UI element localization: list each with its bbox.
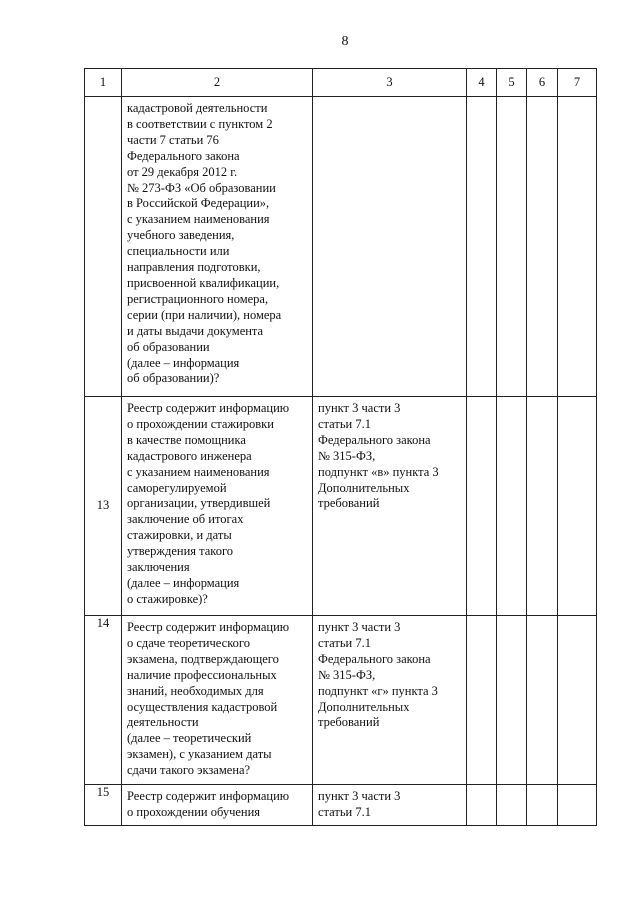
reference-text: пункт 3 части 3 статьи 7.1 Федерального закона № 315-ФЗ, подпункт «г» пункта 3 Дополнительных требований bbox=[318, 620, 438, 730]
column-header-2: 2 bbox=[122, 69, 313, 97]
reference-cell bbox=[313, 397, 467, 616]
answer-cell-7 bbox=[558, 785, 597, 826]
answer-cell-4 bbox=[467, 616, 497, 785]
answer-cell-4 bbox=[467, 785, 497, 826]
header-row bbox=[85, 69, 597, 97]
answer-cell-6 bbox=[527, 616, 558, 785]
column-header-3: 3 bbox=[313, 69, 467, 97]
page-number: 8 bbox=[341, 34, 349, 49]
reference-cell bbox=[313, 785, 467, 826]
question-text: кадастровой деятельности в соответствии с пунктом 2 части 7 статьи 76 Федерального закона от 29 декабря 2012 г. № 273-ФЗ «Об образовании в Российской Федерации», с указанием наименования учебного заведения, специальности или направления подготовки, присвоенной квалификации, регистрационного номера, серии (при наличии), номера и даты выдачи документа об образовании (далее – информация об образовании)? bbox=[127, 101, 282, 386]
answer-cell-5 bbox=[497, 616, 527, 785]
reference-text bbox=[313, 97, 466, 105]
table-row bbox=[85, 785, 597, 826]
answer-cell-7 bbox=[558, 97, 597, 397]
question-text: Реестр содержит информацию о прохождении обучения bbox=[127, 789, 290, 819]
answer-cell-7 bbox=[558, 397, 597, 616]
answer-cell-4 bbox=[467, 97, 497, 397]
row-number: 13 bbox=[85, 397, 122, 616]
reference-cell bbox=[313, 97, 467, 397]
answer-cell-5 bbox=[497, 785, 527, 826]
question-text: Реестр содержит информацию о прохождении стажировки в качестве помощника кадастрового инженера с указанием наименования саморегулируемой организации, утвердившей заключение об итогах стажировки, и даты утверждения такого заключения (далее – информация о стажировке)? bbox=[127, 401, 290, 606]
question-cell bbox=[122, 97, 313, 397]
answer-cell-5 bbox=[497, 97, 527, 397]
reference-cell bbox=[313, 616, 467, 785]
answer-cell-6 bbox=[527, 97, 558, 397]
column-header-6: 6 bbox=[527, 69, 558, 97]
reference-text: пункт 3 части 3 статьи 7.1 Федерального закона № 315-ФЗ, подпункт «в» пункта 3 Дополнительных требований bbox=[318, 401, 439, 511]
question-cell bbox=[122, 785, 313, 826]
row-number: 15 bbox=[85, 785, 122, 826]
question-cell bbox=[122, 616, 313, 785]
row-number bbox=[85, 97, 122, 397]
answer-cell-6 bbox=[527, 397, 558, 616]
answer-cell-6 bbox=[527, 785, 558, 826]
table-row bbox=[85, 397, 597, 616]
column-header-7: 7 bbox=[558, 69, 597, 97]
table-row bbox=[85, 616, 597, 785]
column-header-1: 1 bbox=[85, 69, 122, 97]
answer-cell-7 bbox=[558, 616, 597, 785]
row-number: 14 bbox=[85, 616, 122, 785]
question-text: Реестр содержит информацию о сдаче теоретического экзамена, подтверждающего наличие профессиональных знаний, необходимых для осуществления кадастровой деятельности (далее – теоретический экзамен), с указанием даты сдачи такого экзамена? bbox=[127, 620, 290, 778]
column-header-4: 4 bbox=[467, 69, 497, 97]
question-cell bbox=[122, 397, 313, 616]
reference-text: пункт 3 части 3 статьи 7.1 bbox=[318, 789, 401, 819]
answer-cell-4 bbox=[467, 397, 497, 616]
column-header-5: 5 bbox=[497, 69, 527, 97]
checklist-table bbox=[84, 68, 597, 826]
table-row bbox=[85, 97, 597, 397]
answer-cell-5 bbox=[497, 397, 527, 616]
